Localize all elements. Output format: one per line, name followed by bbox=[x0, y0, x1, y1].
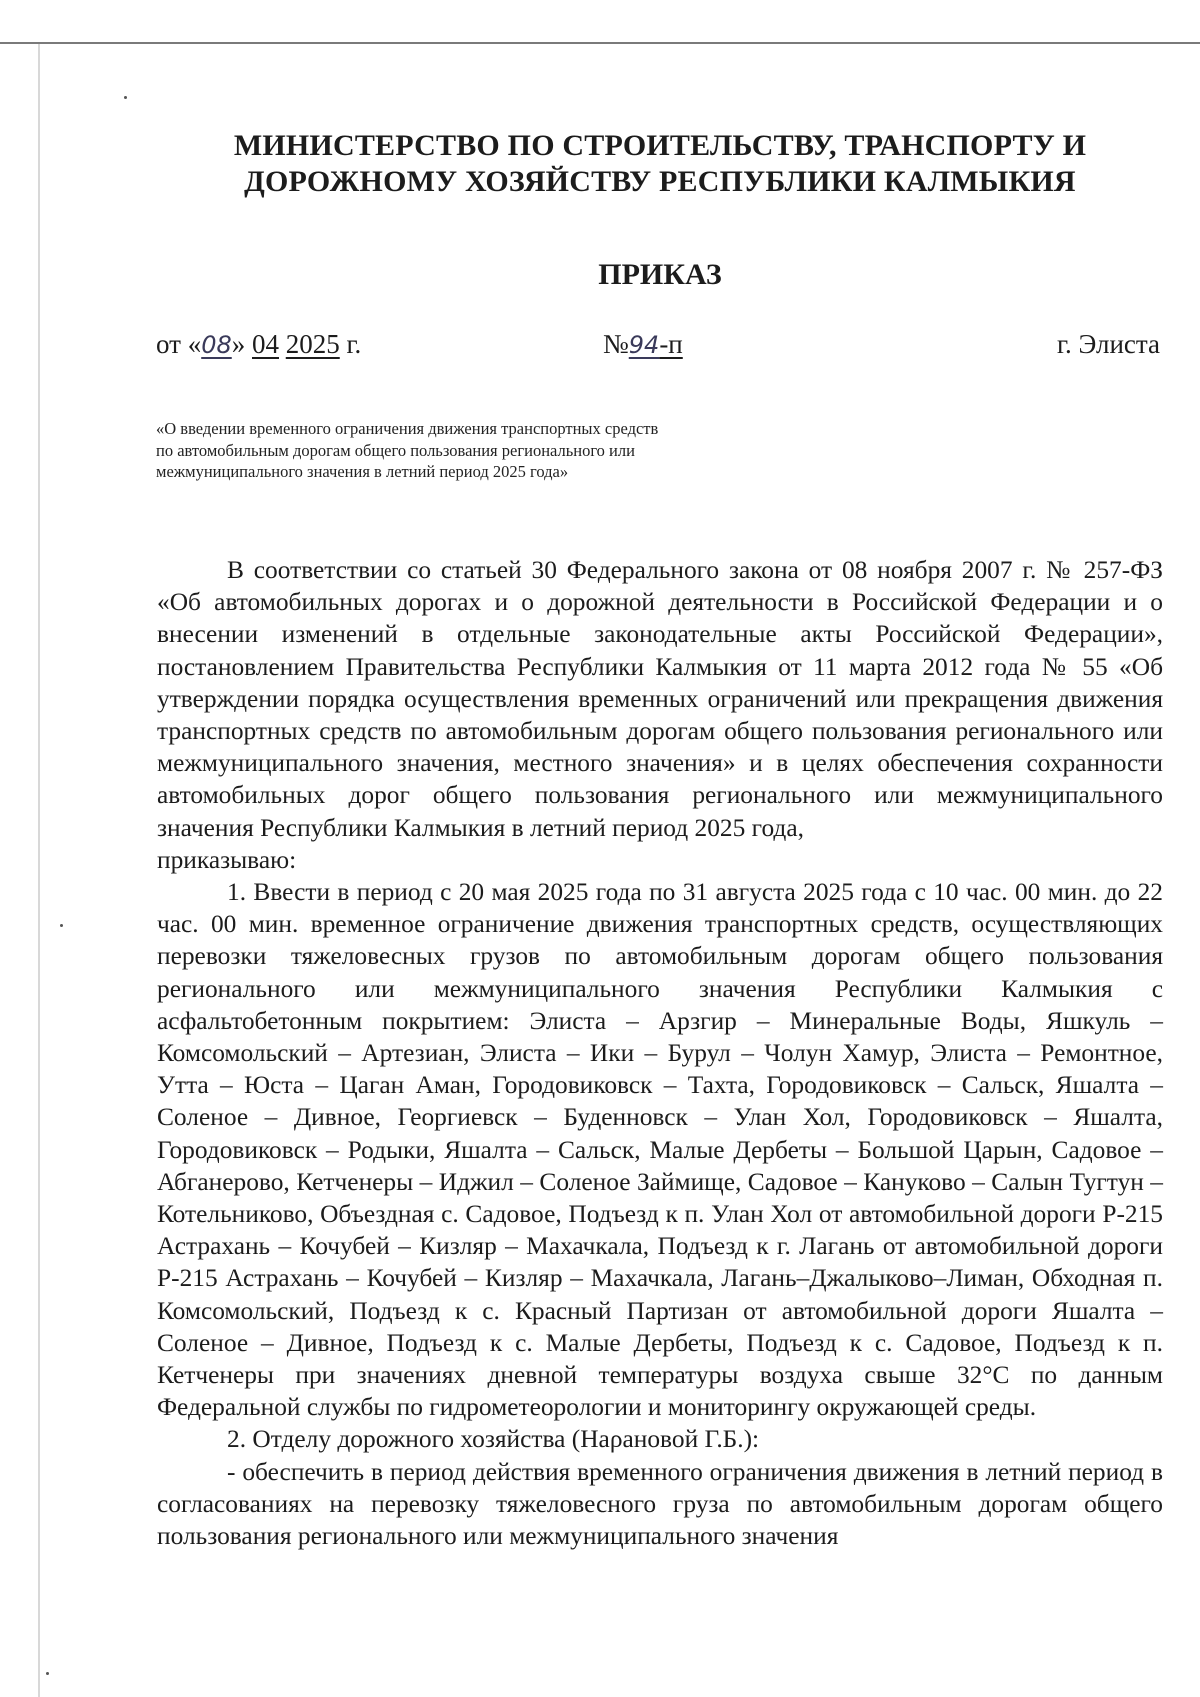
item-2-subitem-1: - обеспечить в период действия временного ограничения движения в летний период в согласованиях на перевозку тяжеловесного груза по автомобильным дорогам общего пользования регионального или межмуниципального значения bbox=[157, 1457, 1163, 1551]
order-number: №94-п bbox=[603, 329, 683, 359]
order-details-row bbox=[156, 326, 1160, 362]
order-body bbox=[157, 554, 1163, 1552]
order-word: приказываю: bbox=[157, 845, 297, 874]
ministry-line-2: ДОРОЖНОМУ ХОЗЯЙСТВУ РЕСПУБЛИКИ КАЛМЫКИЯ bbox=[244, 165, 1076, 198]
subject-line-2: по автомобильным дорогам общего пользования регионального или bbox=[156, 440, 635, 460]
order-month: 04 bbox=[252, 329, 279, 359]
scan-left-border bbox=[38, 44, 40, 1697]
scan-speck bbox=[60, 924, 63, 927]
preamble-paragraph: В соответствии со статьей 30 Федерального закона от 08 ноября 2007 г. № 257-ФЗ «Об автомобильных дорогах и о дорожной деятельности в Российской Федерации и о внесении изменений в отдельные законодательные акты Российской Федерации», постановлением Правительства Республики Калмыкия от 11 марта 2012 года № 55 «Об утверждении порядка осуществления временных ограничений или прекращения движения транспортных средств по автомобильным дорогам общего пользования регионального или межмуниципального значения, местного значения» и в целях обеспечения сохранности автомобильных дорог общего пользования регионального или межмуниципального значения Республики Калмыкия в летний период 2025 года, bbox=[157, 556, 1163, 842]
item-2-heading: 2. Отделу дорожного хозяйства (Наρановой Г.Б.): bbox=[227, 1425, 760, 1454]
order-date: от «08» 04 2025 г. bbox=[156, 329, 362, 359]
scan-speck bbox=[124, 96, 127, 99]
order-city: г. Элиста bbox=[1056, 329, 1160, 359]
subject-line-3: межмуниципального значения в летний период 2025 года» bbox=[156, 462, 569, 481]
scan-speck bbox=[46, 1672, 49, 1675]
scan-top-border bbox=[0, 42, 1200, 44]
subject-line-1: «О введении временного ограничения движения транспортных средств bbox=[156, 419, 659, 438]
order-subject bbox=[156, 418, 776, 483]
order-number-handwritten: 94 bbox=[628, 331, 660, 359]
ministry-line-1: МИНИСТЕРСТВО ПО СТРОИТЕЛЬСТВУ, ТРАНСПОРТУ И bbox=[233, 129, 1087, 162]
order-day-handwritten: 08 bbox=[201, 331, 232, 359]
ministry-header bbox=[150, 128, 1170, 200]
item-1-paragraph: 1. Ввести в период с 20 мая 2025 года по 31 августа 2025 года с 10 час. 00 мин. до 22 час. 00 мин. временное ограничение движения транспортных средств, осуществляющих перевозки тяжеловесных грузов по автомобильным дорогам общего пользования регионального или межмуниципального значения Республики Калмыкия с асфальтобетонным покрытием: Элиста – Арзгир – Минеральные Воды, Яшкуль – Комсомольский – Артезиан, Элиста – Ики – Бурул – Чолун Хамур, Элиста – Ремонтное, Утта – Юста – Цаган Аман, Городовиковск – Тахта, Городовиковск – Сальск, Яшалта – Соленое – Дивное, Георгиевск – Буденновск – Улан Хол, Городовиковск – Яшалта, Городовиковск – Родыки, Яшалта – Сальск, Малые Дербеты – Большой Царын, Садовое – Абганерово, Кетченеры – Иджил – Соленое Займище, Садовое – Кануково – Салын Тугтун – Котельниково, Объездная с. Садовое, Подъезд к п. Улан Хол от автомобильной дороги Р-215 Астрахань – Кочубей – Кизляр – Махачкала, Подъезд к г. Лагань от автомобильной дороги Р-215 Астрахань – Кочубей – Кизляр – Махачкала, Лагань–Джалыково–Лиман, Обходная п. Комсомольский, Подъезд к с. Красный Партизан от автомобильной дороги Яшалта – Соленое – Дивное, Подъезд к с. Малые Дербеты, Подъезд к с. Садовое, Подъезд к п. Кетченеры при значениях дневной температуры воздуха свыше 32°С по данным Федеральной службы по гидрометеорологии и мониторингу окружающей среды. bbox=[157, 878, 1163, 1422]
order-year: 2025 bbox=[285, 329, 340, 359]
document-type: ПРИКАЗ bbox=[598, 258, 722, 291]
